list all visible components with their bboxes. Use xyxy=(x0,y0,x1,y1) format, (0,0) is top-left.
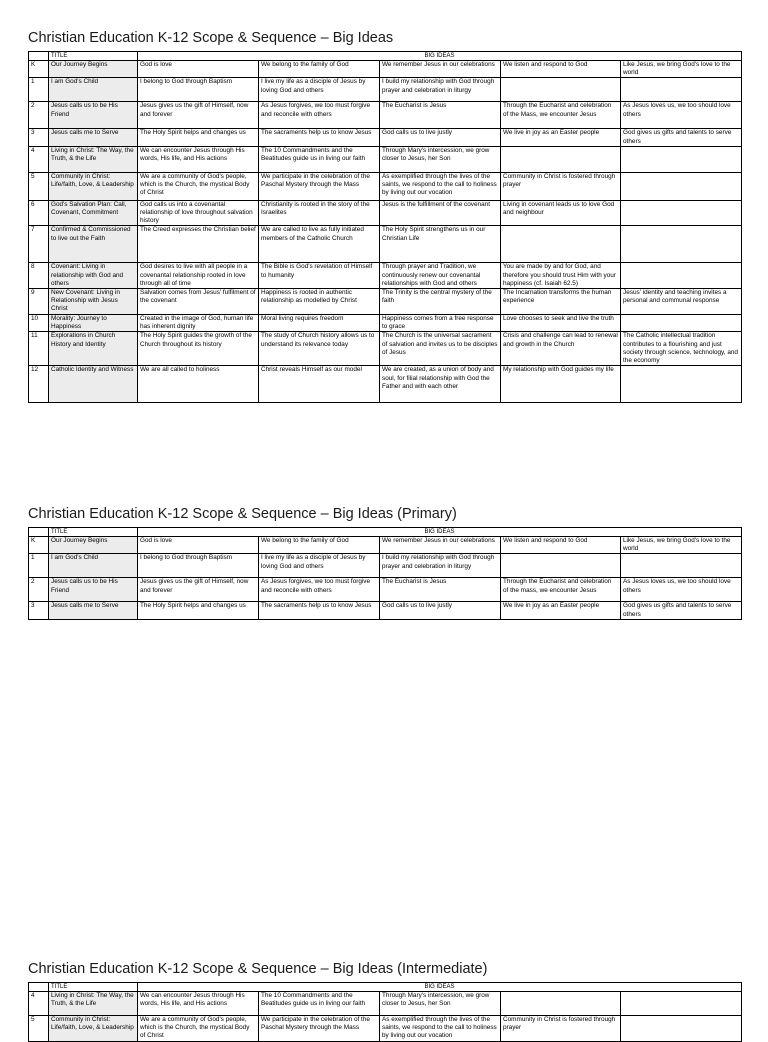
table-row xyxy=(29,602,742,619)
big-idea-cell: The Holy Spirit guides the growth of the Church throughout its history xyxy=(138,332,259,366)
big-idea-cell: We live in joy as an Easter people xyxy=(501,129,621,146)
big-idea-cell: God gives us gifts and talents to serve others xyxy=(621,129,742,146)
big-idea-cell: The Creed expresses the Christian belief xyxy=(138,226,259,263)
big-idea-cell: Through the Eucharist and celebration of the mass, we encounter Jesus xyxy=(501,578,621,602)
section-title: Christian Education K-12 Scope & Sequence – Big Ideas (Primary) xyxy=(28,506,457,522)
big-idea-cell: Living in covenant leads us to love God and neighbour xyxy=(501,200,621,226)
grade-cell: 3 xyxy=(29,129,49,146)
unit-title-cell: Living in Christ: The Way, the Truth, & the Life xyxy=(49,992,138,1016)
big-idea-cell: The 10 Commandments and the Beatitudes guide us in living our faith xyxy=(259,992,380,1016)
table-row xyxy=(29,315,742,332)
big-idea-cell: Through Mary's intercession, we grow closer to Jesus, her Son xyxy=(380,992,501,1016)
unit-title-cell: Explorations in Church History and Identity xyxy=(49,332,138,366)
big-idea-cell: The 10 Commandments and the Beatitudes guide us in living our faith xyxy=(259,146,380,172)
unit-title-cell: I am God's Child xyxy=(49,554,138,578)
big-ideas-header: BIG IDEAS xyxy=(138,528,742,537)
section-title: Christian Education K-12 Scope & Sequence – Big Ideas xyxy=(28,30,394,46)
big-idea-cell: The Incarnation transforms the human experience xyxy=(501,289,621,315)
table-row xyxy=(29,366,742,403)
big-idea-cell: God desires to live with all people in a covenantal relationship rooted in love through all of time xyxy=(138,263,259,289)
unit-title-cell: Jesus calls me to Serve xyxy=(49,129,138,146)
unit-title-cell: Covenant: Living in relationship with God and others xyxy=(49,263,138,289)
big-idea-cell: Jesus gives us the gift of Himself, now and forever xyxy=(138,578,259,602)
unit-title-cell: Our Journey Begins xyxy=(49,537,138,554)
big-idea-cell: We participate in the celebration of the Paschal Mystery through the Mass xyxy=(259,172,380,200)
unit-title-cell: Jesus calls me to Serve xyxy=(49,602,138,619)
table-row xyxy=(29,61,742,78)
big-idea-cell: Love chooses to seek and live the truth xyxy=(501,315,621,332)
table-row xyxy=(29,200,742,226)
big-ideas-table xyxy=(28,982,742,1042)
big-idea-cell: God is love xyxy=(138,537,259,554)
table-row xyxy=(29,578,742,602)
big-idea-cell: As Jesus forgives, we too must forgive and reconcile with others xyxy=(259,578,380,602)
section-title: Christian Education K-12 Scope & Sequence – Big Ideas (Intermediate) xyxy=(28,961,488,977)
grade-cell: 1 xyxy=(29,78,49,102)
big-idea-cell: God calls us to live justly xyxy=(380,602,501,619)
big-idea-cell: We are called to live as fully initiated members of the Catholic Church xyxy=(259,226,380,263)
big-idea-cell: As exemplified through the lives of the saints, we respond to the call to holiness by living out our vocation xyxy=(380,172,501,200)
big-idea-cell: The sacraments help us to know Jesus xyxy=(259,129,380,146)
big-idea-cell: We remember Jesus in our celebrations xyxy=(380,61,501,78)
unit-title-cell: New Covenant: Living in Relationship with Jesus Christ xyxy=(49,289,138,315)
big-idea-cell: We can encounter Jesus through His words, His life, and His actions xyxy=(138,992,259,1016)
big-idea-cell: As Jesus forgives, we too must forgive and reconcile with others xyxy=(259,102,380,129)
big-idea-cell: We are all called to holiness xyxy=(138,366,259,403)
big-idea-cell: I build my relationship with God through prayer and celebration in liturgy xyxy=(380,78,501,102)
big-idea-cell xyxy=(621,172,742,200)
big-idea-cell: We remember Jesus in our celebrations xyxy=(380,537,501,554)
big-idea-cell: We are a community of God's people, which is the Church, the mystical Body of Christ xyxy=(138,1016,259,1042)
grade-cell: 12 xyxy=(29,366,49,403)
table-row xyxy=(29,554,742,578)
table-row xyxy=(29,537,742,554)
unit-title-cell: Catholic Identity and Witness xyxy=(49,366,138,403)
grade-cell: 10 xyxy=(29,315,49,332)
big-idea-cell: I build my relationship with God through prayer and celebration in liturgy xyxy=(380,554,501,578)
grade-header xyxy=(29,528,49,537)
unit-title-cell: Community in Christ: Life/faith, Love, & Leadership xyxy=(49,1016,138,1042)
big-idea-cell xyxy=(621,366,742,403)
table-row xyxy=(29,172,742,200)
big-idea-cell: My relationship with God guides my life xyxy=(501,366,621,403)
unit-title-cell: Living in Christ: The Way, the Truth, & the Life xyxy=(49,146,138,172)
big-idea-cell: God calls us into a covenantal relationship of love throughout salvation history xyxy=(138,200,259,226)
grade-cell: K xyxy=(29,61,49,78)
table-row xyxy=(29,1016,742,1042)
table-row xyxy=(29,102,742,129)
grade-cell: 7 xyxy=(29,226,49,263)
big-idea-cell: You are made by and for God, and therefore you should trust Him with your happiness (cf. Isaiah 62.5) xyxy=(501,263,621,289)
big-idea-cell: We listen and respond to God xyxy=(501,61,621,78)
big-idea-cell: The sacraments help us to know Jesus xyxy=(259,602,380,619)
title-header: TITLE xyxy=(49,983,138,992)
big-idea-cell xyxy=(501,226,621,263)
grade-cell: 9 xyxy=(29,289,49,315)
table-row xyxy=(29,289,742,315)
big-idea-cell: I belong to God through Baptism xyxy=(138,554,259,578)
big-idea-cell: Like Jesus, we bring God's love to the world xyxy=(621,537,742,554)
title-header: TITLE xyxy=(49,52,138,61)
unit-title-cell: Morality: Journey to Happiness xyxy=(49,315,138,332)
big-ideas-header: BIG IDEAS xyxy=(138,983,742,992)
big-idea-cell: As exemplified through the lives of the saints, we respond to the call to holiness by living out our vocation xyxy=(380,1016,501,1042)
big-idea-cell: Christianity is rooted in the story of the Israelites xyxy=(259,200,380,226)
big-idea-cell: The Holy Spirit helps and changes us xyxy=(138,602,259,619)
table-row xyxy=(29,146,742,172)
table-row xyxy=(29,226,742,263)
big-idea-cell: Through the Eucharist and celebration of the Mass, we encounter Jesus xyxy=(501,102,621,129)
grade-cell: 8 xyxy=(29,263,49,289)
big-idea-cell: Crisis and challenge can lead to renewal and growth in the Church xyxy=(501,332,621,366)
big-idea-cell xyxy=(621,226,742,263)
big-idea-cell: I live my life as a disciple of Jesus by loving God and others xyxy=(259,554,380,578)
big-idea-cell: As Jesus loves us, we too should love others xyxy=(621,578,742,602)
big-idea-cell: Through prayer and Tradition, we continuously renew our covenantal relationships with God and others xyxy=(380,263,501,289)
big-idea-cell xyxy=(501,146,621,172)
grade-cell: 2 xyxy=(29,102,49,129)
table-row xyxy=(29,263,742,289)
header-row xyxy=(29,528,742,537)
big-idea-cell: The Trinity is the central mystery of the faith xyxy=(380,289,501,315)
table-row xyxy=(29,129,742,146)
unit-title-cell: Community in Christ: Life/faith, Love, & Leadership xyxy=(49,172,138,200)
table-row xyxy=(29,78,742,102)
unit-title-cell: Confirmed & Commissioned to live out the Faith xyxy=(49,226,138,263)
big-idea-cell: The study of Church history allows us to understand its relevance today xyxy=(259,332,380,366)
big-idea-cell: The Eucharist is Jesus xyxy=(380,102,501,129)
big-idea-cell: Community in Christ is fostered through prayer xyxy=(501,172,621,200)
big-idea-cell: We live in joy as an Easter people xyxy=(501,602,621,619)
grade-cell: 5 xyxy=(29,172,49,200)
grade-cell: 1 xyxy=(29,554,49,578)
big-idea-cell: God gives us gifts and talents to serve others xyxy=(621,602,742,619)
big-ideas-header: BIG IDEAS xyxy=(138,52,742,61)
big-idea-cell: We belong to the family of God xyxy=(259,61,380,78)
unit-title-cell: I am God's Child xyxy=(49,78,138,102)
big-idea-cell: We participate in the celebration of the Paschal Mystery through the Mass xyxy=(259,1016,380,1042)
grade-cell: 4 xyxy=(29,992,49,1016)
grade-header xyxy=(29,52,49,61)
big-idea-cell: Happiness comes from a free response to grace xyxy=(380,315,501,332)
big-idea-cell: The Catholic intellectual tradition contributes to a flourishing and just society through science, technology, and the economy xyxy=(621,332,742,366)
big-idea-cell xyxy=(501,992,621,1016)
header-row xyxy=(29,52,742,61)
big-idea-cell: The Holy Spirit strengthens us in our Christian Life xyxy=(380,226,501,263)
unit-title-cell: Jesus calls us to be His Friend xyxy=(49,102,138,129)
big-ideas-table xyxy=(28,51,742,403)
unit-title-cell: Jesus calls us to be His Friend xyxy=(49,578,138,602)
big-idea-cell xyxy=(621,1016,742,1042)
big-idea-cell xyxy=(621,315,742,332)
big-idea-cell: I belong to God through Baptism xyxy=(138,78,259,102)
big-idea-cell: God calls us to live justly xyxy=(380,129,501,146)
big-idea-cell: Salvation comes from Jesus' fulfilment of the covenant xyxy=(138,289,259,315)
unit-title-cell: Our Journey Begins xyxy=(49,61,138,78)
title-header: TITLE xyxy=(49,528,138,537)
big-idea-cell xyxy=(621,78,742,102)
big-idea-cell: Christ reveals Himself as our model xyxy=(259,366,380,403)
big-idea-cell: The Church is the universal sacrament of salvation and invites us to be disciples of Jesus xyxy=(380,332,501,366)
big-idea-cell xyxy=(621,200,742,226)
full-scope-section xyxy=(28,29,741,403)
big-idea-cell: We listen and respond to God xyxy=(501,537,621,554)
big-idea-cell: We are a community of God's people, which is the Church, the mystical Body of Christ xyxy=(138,172,259,200)
intermediate-section xyxy=(28,960,741,1042)
big-idea-cell: We can encounter Jesus through His words, His life, and His actions xyxy=(138,146,259,172)
big-idea-cell xyxy=(501,78,621,102)
big-idea-cell: Created in the image of God, human life has inherent dignity xyxy=(138,315,259,332)
big-idea-cell xyxy=(621,146,742,172)
grade-cell: 6 xyxy=(29,200,49,226)
big-idea-cell: As Jesus loves us, we too should love others xyxy=(621,102,742,129)
header-row xyxy=(29,983,742,992)
big-idea-cell xyxy=(621,554,742,578)
big-idea-cell: I live my life as a disciple of Jesus by loving God and others xyxy=(259,78,380,102)
big-idea-cell: God is love xyxy=(138,61,259,78)
big-idea-cell: Jesus gives us the gift of Himself, now and forever xyxy=(138,102,259,129)
big-idea-cell: The Holy Spirit helps and changes us xyxy=(138,129,259,146)
grade-cell: 11 xyxy=(29,332,49,366)
big-ideas-table xyxy=(28,527,742,620)
big-idea-cell: Jesus is the fulfillment of the covenant xyxy=(380,200,501,226)
big-idea-cell: Happiness is rooted in authentic relationship as modelled by Christ xyxy=(259,289,380,315)
big-idea-cell: We are created, as a union of body and soul, for filial relationship with God the Father and with each other xyxy=(380,366,501,403)
big-idea-cell xyxy=(501,554,621,578)
table-row xyxy=(29,992,742,1016)
grade-cell: 3 xyxy=(29,602,49,619)
grade-header xyxy=(29,983,49,992)
grade-cell: 2 xyxy=(29,578,49,602)
big-idea-cell: The Eucharist is Jesus xyxy=(380,578,501,602)
big-idea-cell: We belong to the family of God xyxy=(259,537,380,554)
big-idea-cell: Jesus' identity and teaching invites a personal and communal response xyxy=(621,289,742,315)
big-idea-cell xyxy=(621,263,742,289)
big-idea-cell: Through Mary's intercession, we grow closer to Jesus, her Son xyxy=(380,146,501,172)
big-idea-cell xyxy=(621,992,742,1016)
table-row xyxy=(29,332,742,366)
grade-cell: 4 xyxy=(29,146,49,172)
big-idea-cell: The Bible is God's revelation of Himself to humanity xyxy=(259,263,380,289)
big-idea-cell: Community in Christ is fostered through prayer xyxy=(501,1016,621,1042)
big-idea-cell: Like Jesus, we bring God's love to the world xyxy=(621,61,742,78)
grade-cell: 5 xyxy=(29,1016,49,1042)
primary-section xyxy=(28,505,741,620)
unit-title-cell: God's Salvation Plan: Call, Covenant, Commitment xyxy=(49,200,138,226)
grade-cell: K xyxy=(29,537,49,554)
big-idea-cell: Moral living requires freedom xyxy=(259,315,380,332)
